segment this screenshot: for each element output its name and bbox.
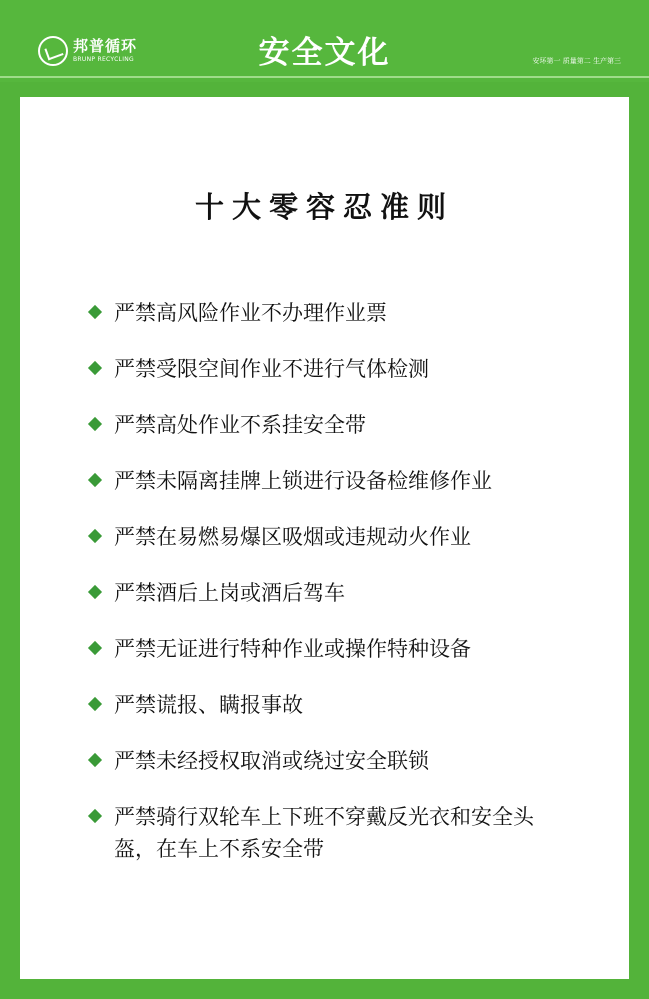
diamond-bullet-icon xyxy=(88,361,102,375)
rule-text: 严禁未经授权取消或绕过安全联锁 xyxy=(114,749,429,773)
logo-chinese-name: 邦普循环 xyxy=(73,37,138,55)
rule-item xyxy=(90,297,610,329)
rule-text: 严禁骑行双轮车上下班不穿戴反光衣和安全头盔，在车上不系安全带 xyxy=(114,805,534,861)
rules-heading: 十大零容忍准则 xyxy=(194,190,454,224)
diamond-bullet-icon xyxy=(88,809,102,823)
rules-list xyxy=(90,297,610,889)
diamond-bullet-icon xyxy=(88,697,102,711)
rule-item xyxy=(90,801,610,865)
diamond-bullet-icon xyxy=(88,417,102,431)
rule-text: 严禁高处作业不系挂安全带 xyxy=(114,413,366,437)
content-panel xyxy=(20,97,629,979)
rule-item xyxy=(90,633,610,665)
rule-item xyxy=(90,745,610,777)
header-divider xyxy=(0,76,649,78)
diamond-bullet-icon xyxy=(88,585,102,599)
rule-item xyxy=(90,353,610,385)
rule-item xyxy=(90,689,610,721)
rule-text: 严禁受限空间作业不进行气体检测 xyxy=(114,357,429,381)
diamond-bullet-icon xyxy=(88,529,102,543)
diamond-bullet-icon xyxy=(88,641,102,655)
rule-item xyxy=(90,521,610,553)
diamond-bullet-icon xyxy=(88,473,102,487)
rule-item xyxy=(90,465,610,497)
rule-text: 严禁谎报、瞒报事故 xyxy=(114,693,303,717)
diamond-bullet-icon xyxy=(88,305,102,319)
rule-item xyxy=(90,409,610,441)
rule-text: 严禁无证进行特种作业或操作特种设备 xyxy=(114,637,471,661)
slogan: 安环第一 质量第二 生产第三 xyxy=(532,57,621,65)
rule-item xyxy=(90,577,610,609)
header-bar xyxy=(0,0,649,82)
rule-text: 严禁未隔离挂牌上锁进行设备检维修作业 xyxy=(114,469,492,493)
diamond-bullet-icon xyxy=(88,753,102,767)
page-title: 安全文化 xyxy=(258,35,391,71)
rule-text: 严禁高风险作业不办理作业票 xyxy=(114,301,387,325)
logo-english-name: BRUNP RECYCLING xyxy=(73,56,135,63)
rule-text: 严禁酒后上岗或酒后驾车 xyxy=(114,581,345,605)
rule-text: 严禁在易燃易爆区吸烟或违规动火作业 xyxy=(114,525,471,549)
